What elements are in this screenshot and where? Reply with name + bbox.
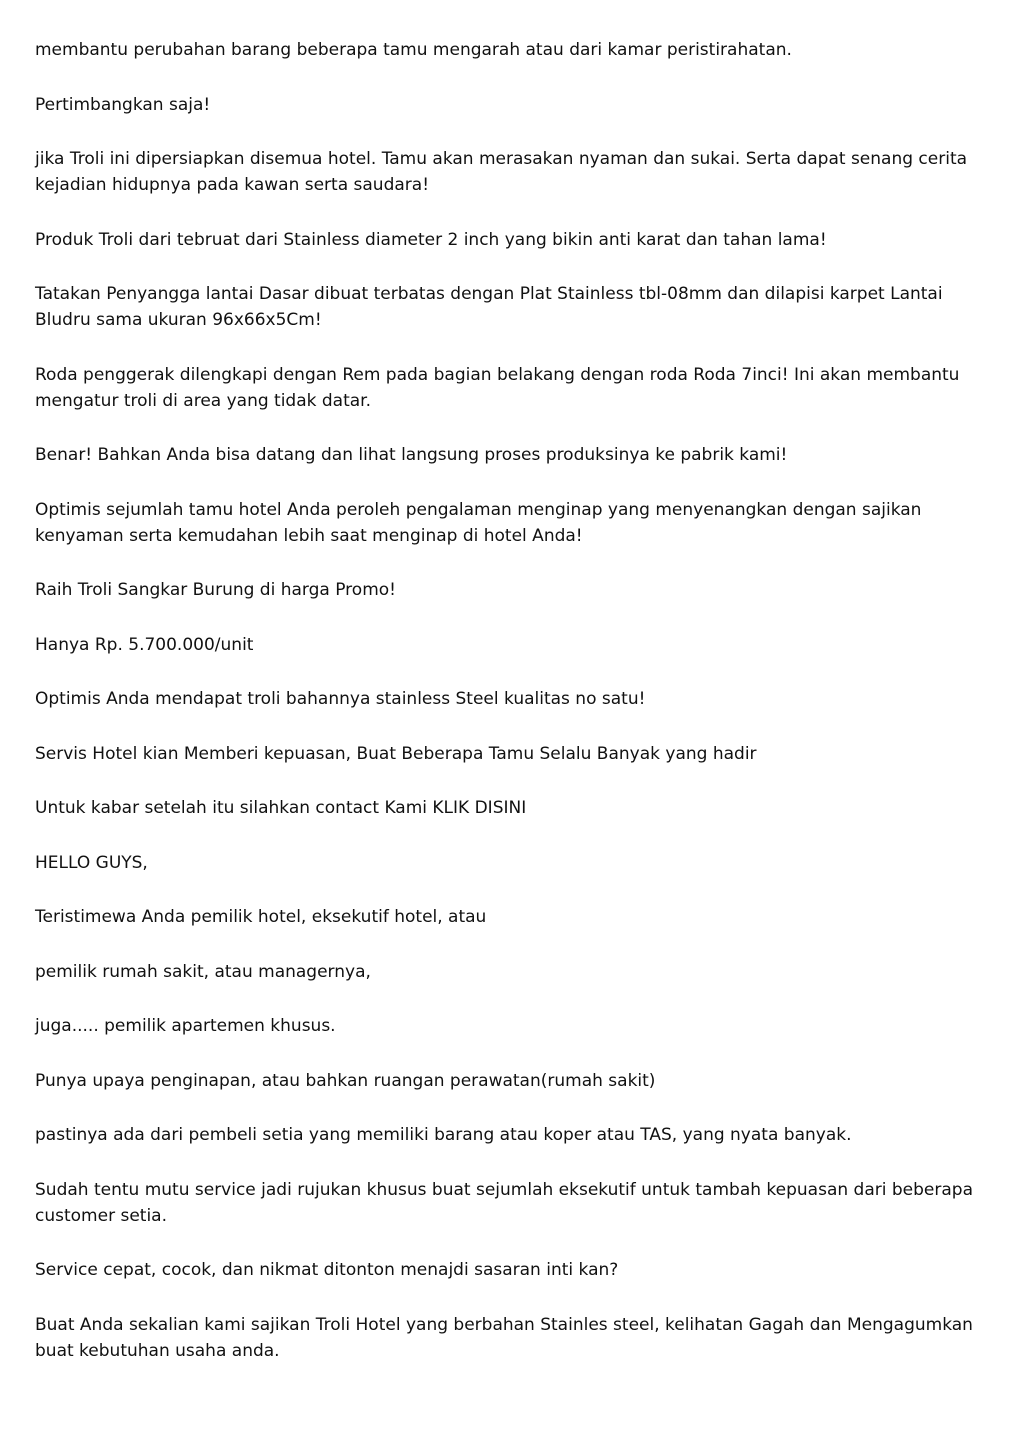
document-page (35, 37, 985, 1364)
paragraph-15: Teristimewa Anda pemilik hotel, eksekutif hotel, atau (35, 907, 487, 927)
paragraph-11: Optimis Anda mendapat troli bahannya stainless Steel kualitas no satu! (35, 689, 646, 709)
paragraph-9: Raih Troli Sangkar Burung di harga Promo! (35, 580, 396, 600)
paragraph-6: Roda penggerak dilengkapi dengan Rem pada bagian belakang dengan roda Roda 7inci! Ini akan membantu mengatur troli di area yang tidak datar. (35, 364, 960, 411)
paragraph-22: Buat Anda sekalian kami sajikan Troli Hotel yang berbahan Stainles steel, kelihatan Gagah dan Mengagumkan buat kebutuhan usaha anda. (35, 1314, 973, 1361)
paragraph-18: Punya upaya penginapan, atau bahkan ruangan perawatan(rumah sakit) (35, 1070, 656, 1091)
price-paragraph: Hanya Rp. 5.700.000/unit (35, 634, 254, 655)
contact-paragraph: Untuk kabar setelah itu silahkan contact Kami KLIK DISINI (35, 798, 527, 818)
paragraph-7: Benar! Bahkan Anda bisa datang dan lihat langsung proses produksinya ke pabrik kami! (35, 445, 788, 465)
paragraph-4: Produk Troli dari tebruat dari Stainless diameter 2 inch yang bikin anti karat dan tahan lama! (35, 229, 827, 250)
paragraph-19: pastinya ada dari pembeli setia yang memiliki barang atau koper atau TAS, yang nyata banyak. (35, 1125, 852, 1145)
paragraph-1: membantu perubahan barang beberapa tamu mengarah atau dari kamar peristirahatan. (35, 40, 792, 60)
paragraph-20: Sudah tentu mutu service jadi rujukan khusus buat sejumlah eksekutif untuk tambah kepuasan dari beberapa customer setia. (35, 1179, 973, 1226)
paragraph-12: Servis Hotel kian Memberi kepuasan, Buat Beberapa Tamu Selalu Banyak yang hadir (35, 743, 757, 764)
paragraph-5: Tatakan Penyangga lantai Dasar dibuat terbatas dengan Plat Stainless tbl-08mm dan dilapisi karpet Lantai Bludru sama ukuran 96x66x5Cm! (35, 284, 943, 330)
paragraph-8: Optimis sejumlah tamu hotel Anda peroleh pengalaman menginap yang menyenangkan dengan sajikan kenyaman serta kemudahan lebih saat menginap di hotel Anda! (35, 499, 922, 546)
paragraph-3: jika Troli ini dipersiapkan disemua hotel. Tamu akan merasakan nyaman dan sukai. Serta dapat senang cerita kejadian hidupnya pada kawan serta saudara! (35, 149, 968, 195)
paragraph-17: juga..... pemilik apartemen khusus. (35, 1016, 336, 1036)
paragraph-2: Pertimbangkan saja! (35, 94, 211, 115)
paragraph-21: Service cepat, cocok, dan nikmat ditonton menajdi sasaran inti kan? (35, 1260, 619, 1280)
greeting-paragraph: HELLO GUYS, (35, 852, 148, 873)
paragraph-16: pemilik rumah sakit, atau managernya, (35, 961, 371, 982)
